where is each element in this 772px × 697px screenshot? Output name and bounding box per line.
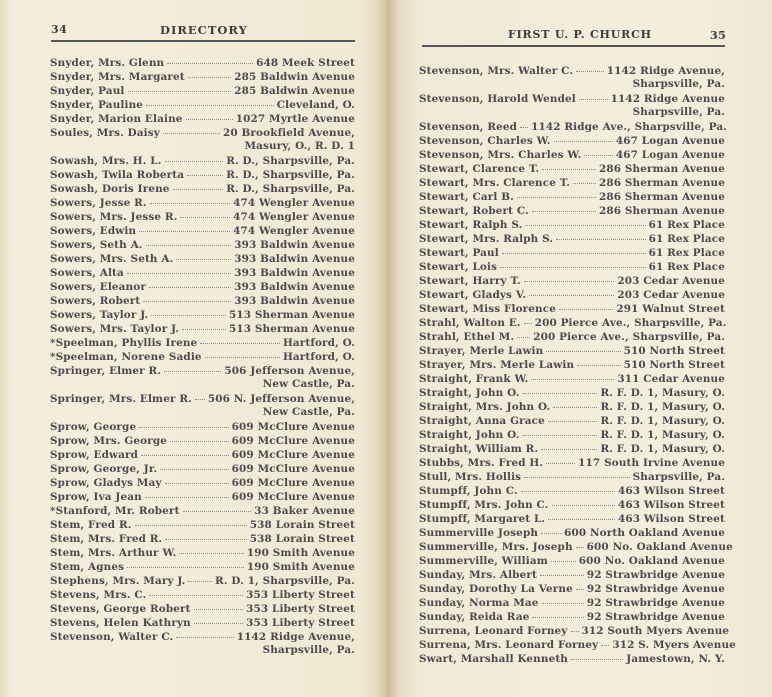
left-page-number: 34	[51, 23, 68, 36]
dot-leader	[541, 439, 597, 450]
dot-leader	[182, 319, 226, 330]
dot-leader	[579, 89, 608, 100]
dot-leader	[531, 369, 614, 380]
dot-leader	[165, 473, 229, 484]
entry-address: 203 Cedar Avenue	[617, 289, 725, 301]
dot-leader	[149, 585, 243, 596]
entry-address: 92 Strawbridge Avenue	[586, 583, 725, 595]
dot-leader	[194, 613, 243, 624]
entry-address: 92 Strawbridge Avenue	[586, 611, 725, 623]
entry-address-continuation: Sharpsville, Pa.	[632, 78, 725, 90]
dot-leader	[139, 417, 228, 428]
entry-address: 463 Wilson Street	[618, 485, 725, 497]
entry-address-continuation: New Castle, Pa.	[262, 378, 355, 390]
entry-address: 609 McClure Avenue	[231, 491, 355, 503]
dot-leader	[183, 501, 252, 512]
entry-address: 200 Pierce Ave., Sharpsville, Pa.	[534, 317, 727, 329]
entry-name: Sowers, Taylor J.	[50, 309, 149, 321]
dot-leader	[542, 159, 596, 170]
directory-entry	[419, 91, 725, 105]
dot-leader	[128, 81, 232, 92]
entry-address: 20 Brookfield Avenue,	[222, 127, 355, 139]
entry-name: Sowers, Eleanor	[50, 281, 146, 293]
entry-name: Sprow, George, Jr.	[50, 463, 158, 475]
right-page-number: 35	[710, 29, 727, 42]
entry-name: Sprow, Edward	[50, 449, 139, 461]
entry-name: Stewart, Robert C.	[419, 205, 529, 217]
entry-address: 609 McClure Avenue	[231, 435, 355, 447]
entry-name: Snyder, Mrs. Margaret	[50, 71, 185, 83]
dot-leader	[553, 397, 597, 408]
entry-name: Springer, Elmer R.	[50, 365, 162, 377]
entry-name: Stubbs, Mrs. Fred H.	[419, 457, 544, 469]
dot-leader	[188, 571, 212, 582]
dot-leader	[559, 299, 613, 310]
entry-address: R. F. D. 1, Masury, O.	[600, 443, 725, 455]
dot-leader	[541, 523, 561, 534]
entry-name: Stewart, Clarence T.	[419, 163, 540, 175]
entry-address: 609 McClure Avenue	[231, 477, 355, 489]
directory-entry	[419, 63, 725, 77]
dot-leader	[149, 277, 231, 288]
dot-leader	[165, 529, 246, 540]
entry-address: 474 Wengler Avenue	[233, 225, 355, 237]
entry-name: Sprow, Iva Jean	[50, 491, 142, 503]
dot-leader	[546, 453, 575, 464]
entry-address: 609 McClure Avenue	[231, 449, 355, 461]
entry-address: 648 Meek Street	[256, 57, 355, 69]
entry-address: 538 Lorain Street	[249, 533, 355, 545]
dot-leader	[571, 649, 623, 660]
entry-address: 117 South Irvine Avenue	[578, 457, 725, 469]
dot-leader	[520, 117, 528, 128]
entry-name: Snyder, Pauline	[50, 99, 144, 111]
left-header-rule	[51, 40, 355, 42]
entry-address: 463 Wilson Street	[618, 499, 725, 511]
entry-name: Stem, Agnes	[50, 561, 125, 573]
entry-name: Summerville Joseph	[419, 527, 539, 539]
entry-address: 33 Baker Avenue	[254, 505, 355, 517]
dot-leader	[135, 515, 247, 526]
dot-leader	[540, 565, 584, 576]
dot-leader	[524, 467, 629, 478]
entry-name: Sowers, Seth A.	[50, 239, 143, 251]
dot-leader	[163, 123, 220, 134]
entry-address: 609 McClure Avenue	[231, 421, 355, 433]
entry-address: 506 Jefferson Avenue,	[224, 365, 355, 377]
dot-leader	[164, 361, 221, 372]
entry-address: 467 Logan Avenue	[615, 149, 725, 161]
dot-leader	[186, 109, 233, 120]
dot-leader	[200, 333, 280, 344]
dot-leader	[188, 67, 231, 78]
dot-leader	[525, 215, 645, 226]
dot-leader	[551, 551, 576, 562]
entry-address: R. D., Sharpsville, Pa.	[226, 155, 355, 167]
entry-address: Hartford, O.	[282, 351, 355, 363]
dot-leader	[576, 537, 584, 548]
dot-leader	[502, 243, 646, 254]
entry-address: 393 Baldwin Avenue	[234, 281, 355, 293]
entry-name: Straight, Anna Grace	[419, 415, 545, 427]
dot-leader	[143, 291, 231, 302]
dot-leader	[577, 355, 620, 366]
entry-address: 190 Smith Avenue	[246, 547, 355, 559]
entry-address: 190 Smith Avenue	[246, 561, 355, 573]
entry-name: *Stanford, Mr. Robert	[50, 505, 180, 517]
entry-name: Stewart, Miss Florence	[419, 303, 556, 315]
entry-name: Sowers, Jesse R.	[50, 197, 147, 209]
dot-leader	[532, 607, 583, 618]
entry-name: Stevens, Mrs. C.	[50, 589, 147, 601]
entry-name: Sowash, Twila Roberta	[50, 169, 185, 181]
entry-name: Stewart, Carl B.	[419, 191, 514, 203]
dot-leader	[524, 271, 614, 282]
entry-address: 203 Cedar Avenue	[617, 275, 725, 287]
directory-entry	[419, 651, 725, 665]
dot-leader	[180, 207, 230, 218]
entry-name: Sunday, Reida Rae	[419, 611, 530, 623]
entry-address: 1142 Ridge Ave., Sharpsville, Pa.	[531, 121, 728, 133]
entry-name: Sowash, Doris Irene	[50, 183, 170, 195]
entry-name: Snyder, Marion Elaine	[50, 113, 183, 125]
directory-entry	[419, 623, 730, 637]
entry-name: Sprow, George	[50, 421, 137, 433]
entry-name: Stewart, Harry T.	[419, 275, 521, 287]
entry-name: Stevenson, Mrs. Charles W.	[419, 149, 582, 161]
entry-address: 353 Liberty Street	[246, 617, 355, 629]
entry-name: Sowers, Edwin	[50, 225, 137, 237]
book-gutter	[375, 0, 397, 697]
entry-address: 1142 Ridge Avenue,	[236, 631, 355, 643]
entry-address: 600 No. Oakland Avenue	[578, 555, 725, 567]
dot-leader	[139, 221, 230, 232]
entry-name: Strahl, Walton E.	[419, 317, 521, 329]
entry-name: Straight, John O.	[419, 429, 520, 441]
entry-name: Stewart, Paul	[419, 247, 499, 259]
entry-address: 61 Rex Place	[648, 261, 725, 273]
entry-address: R. F. D. 1, Masury, O.	[600, 415, 725, 427]
entry-name: Sowash, Mrs. H. L.	[50, 155, 162, 167]
entry-name: Stewart, Lois	[419, 261, 498, 273]
dot-leader	[151, 305, 226, 316]
entry-address: 463 Wilson Street	[618, 513, 725, 525]
dot-leader	[523, 383, 598, 394]
dot-leader	[500, 257, 646, 268]
dot-leader	[556, 229, 645, 240]
directory-entry	[50, 391, 355, 405]
entry-name: Strayer, Mrs. Merle Lawin	[419, 359, 575, 371]
entry-address: 600 No. Oakland Avenue	[586, 541, 733, 553]
entry-name: Stem, Mrs. Arthur W.	[50, 547, 177, 559]
entry-address: R. F. D. 1, Masury, O.	[600, 401, 725, 413]
entry-name: Stephens, Mrs. Mary J.	[50, 575, 186, 587]
entry-address: 513 Sherman Avenue	[228, 309, 355, 321]
entry-name: Stull, Mrs. Hollis	[419, 471, 522, 483]
entry-address: 474 Wengler Avenue	[233, 197, 355, 209]
entry-name: Sunday, Mrs. Albert	[419, 569, 537, 581]
dot-leader	[176, 627, 233, 638]
entry-address: Jamestown, N. Y.	[626, 653, 725, 665]
dot-leader	[170, 431, 229, 442]
dot-leader	[145, 487, 229, 498]
dot-leader	[195, 389, 205, 400]
entry-name: Sprow, Gladys May	[50, 477, 162, 489]
entry-address: 291 Walnut Street	[616, 303, 725, 315]
dot-leader	[521, 481, 615, 492]
entry-name: Sowers, Mrs. Seth A.	[50, 253, 174, 265]
dot-leader	[165, 151, 224, 162]
entry-name: Stem, Fred R.	[50, 519, 132, 531]
entry-name: Sowers, Alta	[50, 267, 124, 279]
dot-leader	[517, 187, 596, 198]
dot-leader	[176, 249, 231, 260]
directory-entry	[419, 525, 725, 539]
right-header-rule	[422, 45, 725, 47]
dot-leader	[548, 411, 598, 422]
entry-address: 1027 Myrtle Avenue	[235, 113, 355, 125]
entry-name: Surrena, Leonard Forney	[419, 625, 568, 637]
entry-name: Stevenson, Harold Wendel	[419, 93, 576, 105]
entry-address: 200 Pierce Ave., Sharpsville, Pa.	[533, 331, 725, 343]
entry-name: Stevenson, Charles W.	[419, 135, 551, 147]
entry-name: Stevenson, Walter C.	[50, 631, 174, 643]
entry-name: Soules, Mrs. Daisy	[50, 127, 160, 139]
entry-name: Stevens, Helen Kathryn	[50, 617, 191, 629]
dot-leader	[517, 327, 530, 338]
dot-leader	[160, 459, 228, 470]
entry-name: Stumpff, Margaret L.	[419, 513, 546, 525]
dot-leader	[601, 635, 609, 646]
entry-address: 312 S. Myers Avenue	[612, 639, 736, 651]
entry-name: Stumpff, Mrs. John C.	[419, 499, 549, 511]
dot-leader	[571, 621, 579, 632]
entry-address: Sharpsville, Pa.	[632, 471, 725, 483]
dot-leader	[554, 131, 613, 142]
dot-leader	[173, 179, 224, 190]
dot-leader	[141, 445, 229, 456]
dot-leader	[150, 193, 230, 204]
dot-leader	[552, 495, 615, 506]
entry-name: Sowers, Mrs. Jesse R.	[50, 211, 178, 223]
entry-name: Straight, William R.	[419, 443, 539, 455]
right-running-head: FIRST U. P. CHURCH	[508, 28, 652, 41]
left-entry-list	[50, 55, 355, 657]
dot-leader	[127, 263, 231, 274]
dot-leader	[548, 509, 615, 520]
entry-name: Summerville, William	[419, 555, 548, 567]
dot-leader	[524, 313, 532, 324]
directory-entry	[50, 629, 355, 643]
entry-name: Stewart, Mrs. Ralph S.	[419, 233, 554, 245]
entry-name: Strahl, Ethel M.	[419, 331, 515, 343]
entry-name: Straight, John O.	[419, 387, 520, 399]
entry-address: 61 Rex Place	[648, 247, 725, 259]
entry-address: R. D., Sharpsville, Pa.	[226, 169, 355, 181]
entry-address: 61 Rex Place	[648, 219, 725, 231]
entry-name: Sowers, Mrs. Taylor J.	[50, 323, 180, 335]
entry-name: Stevenson, Reed	[419, 121, 518, 133]
entry-address: 510 North Street	[623, 359, 725, 371]
dot-leader	[573, 173, 596, 184]
directory-entry	[419, 161, 725, 175]
entry-address: 474 Wengler Avenue	[233, 211, 355, 223]
dot-leader	[146, 95, 274, 106]
entry-address: 92 Strawbridge Avenue	[586, 569, 725, 581]
entry-address: 1142 Ridge Avenue	[610, 93, 725, 105]
dot-leader	[546, 341, 620, 352]
dot-leader	[167, 53, 253, 64]
dot-leader	[542, 593, 584, 604]
entry-address: R. D. 1, Sharpsville, Pa.	[215, 575, 355, 587]
dot-leader	[146, 235, 232, 246]
directory-entry	[419, 511, 725, 525]
entry-address: 538 Lorain Street	[249, 519, 355, 531]
entry-address: Cleveland, O.	[276, 99, 355, 111]
entry-address: R. D., Sharpsville, Pa.	[226, 183, 355, 195]
directory-entry	[50, 363, 355, 377]
entry-address: 393 Baldwin Avenue	[234, 295, 355, 307]
entry-address-continuation: Masury, O., R. D. 1	[244, 140, 355, 152]
entry-address: 510 North Street	[623, 345, 725, 357]
entry-name: Stewart, Ralph S.	[419, 219, 523, 231]
directory-entry	[50, 125, 355, 139]
entry-address: 286 Sherman Avenue	[598, 205, 725, 217]
entry-address: 286 Sherman Avenue	[598, 177, 725, 189]
entry-name: Snyder, Paul	[50, 85, 125, 97]
left-running-head: DIRECTORY	[160, 23, 248, 37]
directory-entry	[419, 301, 725, 315]
entry-address: 353 Liberty Street	[246, 589, 355, 601]
entry-address-continuation: Sharpsville, Pa.	[262, 644, 355, 656]
entry-name: Snyder, Mrs. Glenn	[50, 57, 165, 69]
entry-address: 285 Baldwin Avenue	[234, 85, 355, 97]
entry-address: 286 Sherman Avenue	[598, 163, 725, 175]
entry-address: 311 Cedar Avenue	[617, 373, 725, 385]
entry-address: 513 Sherman Avenue	[228, 323, 355, 335]
dot-leader	[576, 61, 604, 72]
entry-address: 286 Sherman Avenue	[598, 191, 725, 203]
entry-name: *Speelman, Phyllis Irene	[50, 337, 198, 349]
entry-name: Straight, Mrs. John O.	[419, 401, 551, 413]
entry-name: Springer, Mrs. Elmer R.	[50, 393, 192, 405]
entry-name: Stewart, Gladys V.	[419, 289, 526, 301]
entry-address: 393 Baldwin Avenue	[234, 253, 355, 265]
entry-address-continuation: Sharpsville, Pa.	[632, 106, 725, 118]
directory-entry	[50, 335, 355, 349]
dot-leader	[584, 145, 613, 156]
entry-name: Surrena, Mrs. Leonard Forney	[419, 639, 599, 651]
entry-address: R. F. D. 1, Masury, O.	[600, 387, 725, 399]
entry-name: *Speelman, Norene Sadie	[50, 351, 202, 363]
dot-leader	[205, 347, 280, 358]
entry-name: Swart, Marshall Kenneth	[419, 653, 568, 665]
entry-address: 393 Baldwin Avenue	[234, 267, 355, 279]
dot-leader	[127, 557, 244, 568]
dot-leader	[532, 201, 596, 212]
entry-address: 600 North Oakland Avenue	[564, 527, 725, 539]
entry-address: 1142 Ridge Avenue,	[606, 65, 725, 77]
entry-name: Stewart, Mrs. Clarence T.	[419, 177, 571, 189]
directory-entry	[419, 567, 725, 581]
entry-name: Stem, Mrs. Fred R.	[50, 533, 163, 545]
entry-address: 467 Logan Avenue	[615, 135, 725, 147]
entry-address: 61 Rex Place	[648, 233, 725, 245]
entry-address: Hartford, O.	[282, 337, 355, 349]
directory-entry	[419, 343, 725, 357]
entry-name: Stevens, George Robert	[50, 603, 191, 615]
entry-address: 506 N. Jefferson Avenue,	[207, 393, 355, 405]
right-entry-list	[419, 63, 736, 665]
dot-leader	[179, 543, 243, 554]
entry-address: 312 South Myers Avenue	[581, 625, 730, 637]
dot-leader	[523, 425, 598, 436]
entry-address: R. F. D. 1, Masury, O.	[600, 429, 725, 441]
entry-name: Stevenson, Mrs. Walter C.	[419, 65, 574, 77]
entry-name: Sprow, Mrs. George	[50, 435, 168, 447]
dot-leader	[187, 165, 223, 176]
entry-address: 285 Baldwin Avenue	[234, 71, 355, 83]
entry-address: 393 Baldwin Avenue	[234, 239, 355, 251]
entry-name: Stumpff, John C.	[419, 485, 518, 497]
directory-entry	[419, 133, 725, 147]
entry-address: 609 McClure Avenue	[231, 463, 355, 475]
entry-name: Sunday, Norma Mae	[419, 597, 539, 609]
directory-entry	[419, 315, 725, 329]
entry-name: Sowers, Robert	[50, 295, 141, 307]
dot-leader	[529, 285, 614, 296]
dot-leader	[194, 599, 244, 610]
entry-name: Summerville, Mrs. Joseph	[419, 541, 573, 553]
entry-address-continuation: New Castle, Pa.	[262, 406, 355, 418]
entry-name: Sunday, Dorothy La Verne	[419, 583, 573, 595]
dot-leader	[576, 579, 584, 590]
entry-name: Strayer, Merle Lawin	[419, 345, 544, 357]
entry-name: Straight, Frank W.	[419, 373, 529, 385]
entry-address: 92 Strawbridge Avenue	[586, 597, 725, 609]
entry-address: 353 Liberty Street	[246, 603, 355, 615]
